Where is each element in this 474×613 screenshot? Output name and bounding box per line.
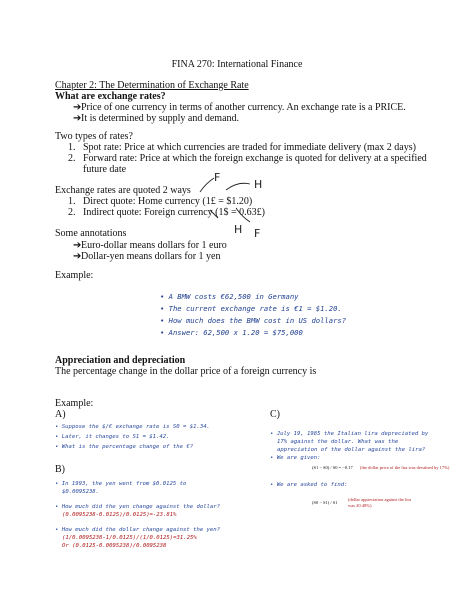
- page-title: FINA 270: International Finance: [171, 59, 303, 70]
- example-line: $0.0095238.: [62, 489, 100, 495]
- example-line: • The current exchange rate is €1 = $1.20.: [160, 304, 342, 313]
- bullet-point: ➔Euro-dollar means dollars for 1 euro: [73, 240, 227, 251]
- bullet-icon: •: [55, 527, 62, 533]
- handwritten-f: F: [214, 171, 221, 184]
- example-line: • We are asked to find:: [270, 482, 348, 488]
- example-answer: Or (0.0125-0.0095238)/0.0095238: [62, 543, 167, 549]
- example-line: • July 19, 1985 the Italian lira depreciated by: [270, 431, 429, 437]
- bullet-icon: •: [160, 304, 169, 313]
- handwritten-h: H: [234, 223, 243, 236]
- bullet-icon: •: [160, 292, 169, 301]
- example-line: • In 1993, the yen went from $0.0125 to: [55, 481, 187, 487]
- example-line: 17% against the dollar. What was the: [277, 439, 399, 445]
- arrow-icon: ➔: [73, 113, 82, 124]
- question-exchange-rates: What are exchange rates?: [55, 91, 166, 102]
- bullet-icon: •: [270, 431, 277, 437]
- formula-given: (S1 − S0) / S0 = −0.17: [312, 465, 353, 470]
- example-answer: (1/0.0095238-1/0.0125)/(1/0.0125)=31.25%: [62, 535, 197, 541]
- example-line: • Answer: 62,500 x 1.20 = $75,000: [160, 328, 303, 337]
- bullet-icon: •: [55, 444, 62, 450]
- quoted-heading: Exchange rates are quoted 2 ways: [55, 185, 191, 196]
- types-heading: Two types of rates?: [55, 131, 133, 142]
- bullet-icon: •: [160, 328, 169, 337]
- example-label: Example:: [55, 398, 94, 409]
- example-c-label: C): [270, 409, 280, 420]
- bullet-icon: •: [55, 481, 62, 487]
- list-item: 2. Indirect quote: Foreign currency (1$ = 0.63£): [68, 207, 265, 218]
- handwritten-h: H: [254, 178, 263, 191]
- example-c-block: [270, 430, 428, 462]
- bullet-point: ➔Price of one currency in terms of another currency. An exchange rate is a PRICE.: [73, 102, 406, 113]
- arrow-icon: ➔: [73, 102, 82, 113]
- example-a-label: A): [55, 409, 66, 420]
- formula-find: (S0 − S1) / S1: [312, 500, 338, 505]
- list-item-continuation: future date: [83, 164, 127, 175]
- example-label: Example:: [55, 270, 94, 281]
- example-line: • A BMW costs €62,500 in Germany: [160, 292, 299, 301]
- example-answer: (0.0095238-0.0125)/0.0125)=-23.81%: [62, 512, 177, 518]
- example-line: • Later, it changes to S1 = $1.42.: [55, 434, 170, 440]
- formula-note: (dollar appreciation against the lira was 20.48%): [348, 497, 411, 508]
- example-block: [160, 291, 346, 339]
- example-line: • How much does the BMW cost in US dollars?: [160, 316, 347, 325]
- handwritten-f: F: [254, 227, 261, 240]
- bullet-point: ➔It is determined by supply and demand.: [73, 113, 240, 124]
- example-b-block: [55, 480, 220, 550]
- bullet-icon: •: [55, 504, 62, 510]
- example-a-block: [55, 422, 210, 452]
- example-line: • We are given:: [270, 455, 321, 461]
- annotations-heading: Some annotations: [55, 228, 127, 239]
- example-line: appreciation of the dollar against the lira?: [277, 447, 426, 453]
- chapter-heading: Chapter 2: The Determination of Exchange Rate: [55, 80, 249, 91]
- bullet-icon: •: [160, 316, 169, 325]
- bullet-icon: •: [55, 424, 62, 430]
- example-b-label: B): [55, 464, 65, 475]
- appreciation-heading: Appreciation and depreciation: [55, 355, 186, 366]
- list-item: 1. Spot rate: Price at which currencies are traded for immediate delivery (max 2 days): [68, 142, 416, 153]
- bullet-icon: •: [55, 434, 62, 440]
- example-line: • How much did the yen change against the dollar?: [55, 504, 221, 510]
- list-item: 2. Forward rate: Price at which the foreign exchange is quoted for delivery at a specified: [68, 153, 427, 164]
- arrow-icon: ➔: [73, 251, 82, 262]
- arrow-icon: ➔: [73, 240, 82, 251]
- bullet-icon: •: [270, 482, 277, 488]
- list-item: 1. Direct quote: Home currency (1£ = $1.20): [68, 196, 253, 207]
- example-line: • How much did the dollar change against the yen?: [55, 527, 221, 533]
- bullet-icon: •: [270, 455, 277, 461]
- formula-note: (the dollar price of the lira was devalued by 17%): [360, 465, 450, 470]
- appreciation-text: The percentage change in the dollar price of a foreign currency is: [55, 366, 317, 377]
- example-line: • Suppose the $/€ exchange rate is S0 = $1.34.: [55, 424, 210, 430]
- example-line: • What is the percentage change of the €?: [55, 444, 194, 450]
- bullet-point: ➔Dollar-yen means dollars for 1 yen: [73, 251, 221, 262]
